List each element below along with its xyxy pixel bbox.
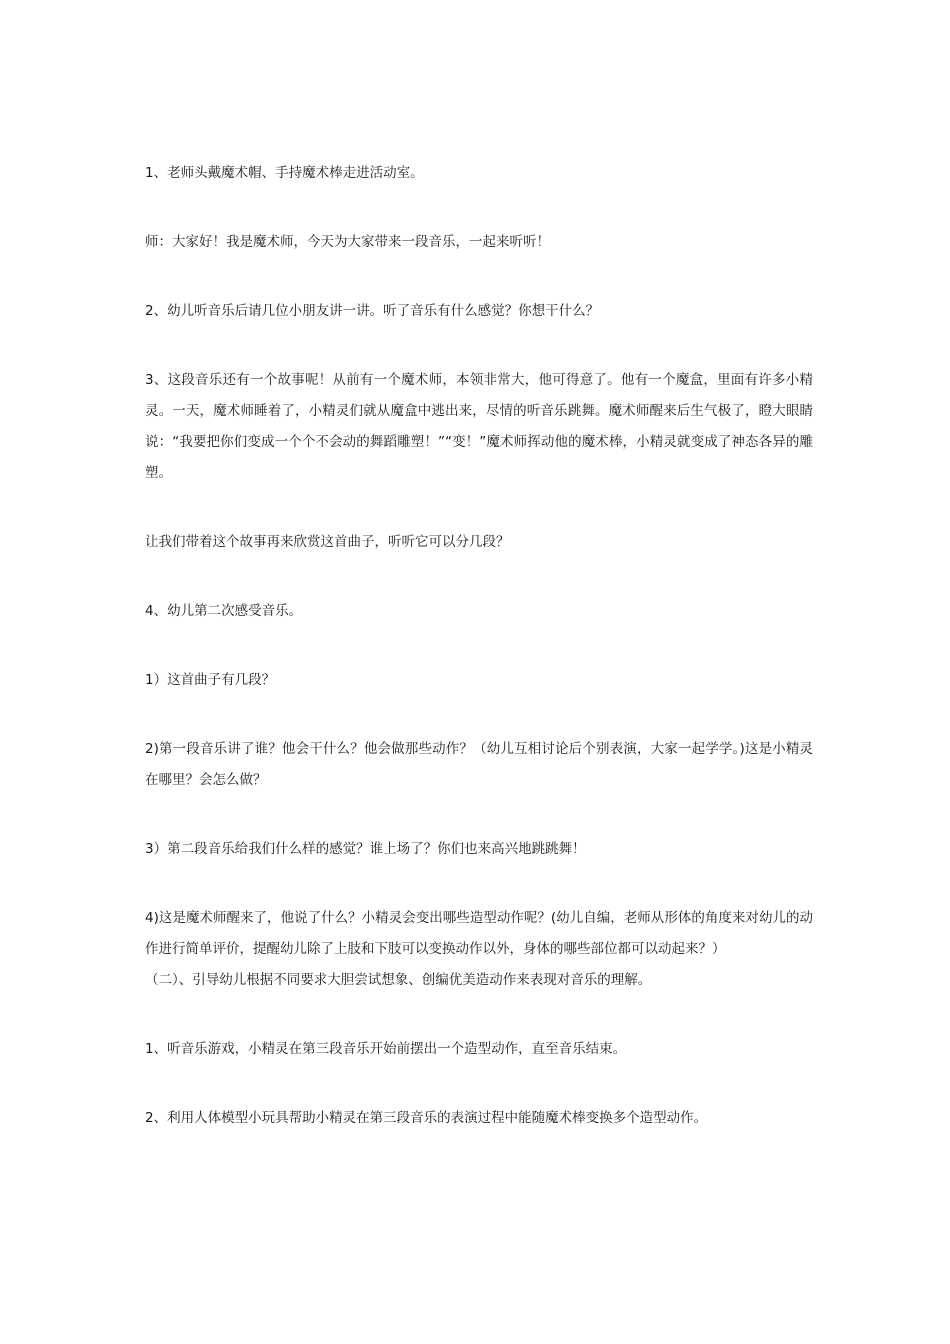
paragraph-teacher-greeting: 师：大家好！我是魔术师，今天为大家带来一段音乐，一起来听听！ [145, 234, 550, 250]
document-body [145, 158, 813, 1134]
paragraph-question-3: 3）第二段音乐给我们什么样的感觉？谁上场了？你们也来高兴地跳跳舞！ [145, 841, 586, 857]
paragraph-step-1: 1、老师头戴魔术帽、手持魔术棒走进活动室。 [145, 165, 424, 181]
paragraph-listen-again: 让我们带着这个故事再来欣赏这首曲子，听听它可以分几段？ [145, 534, 510, 550]
paragraph-step-3-story: 3、这段音乐还有一个故事呢！从前有一个魔术师，本领非常大，他可得意了。他有一个魔盒，里面有许多小精灵。一天，魔术师睡着了，小精灵们就从魔盒中逃出来，尽情的听音乐跳舞。魔术师醒来后生气极了，瞪大眼睛说：“我要把你们变成一个个不会动的舞蹈雕塑！”“变！”魔术师挥动他的魔术棒，小精灵就变成了神态各异的雕塑。 [145, 372, 813, 481]
paragraph-step-2: 2、幼儿听音乐后请几位小朋友讲一讲。听了音乐有什么感觉？你想干什么？ [145, 303, 600, 319]
paragraph-step-4: 4、幼儿第二次感受音乐。 [145, 603, 303, 619]
paragraph-question-4: 4)这是魔术师醒来了，他说了什么？小精灵会变出哪些造型动作呢？(幼儿自编，老师从形体的角度来对幼儿的动作进行简单评价，提醒幼儿除了上肢和下肢可以变换动作以外，身体的哪些部位都可以动起来？） [145, 910, 813, 957]
paragraph-game-1: 1、听音乐游戏，小精灵在第三段音乐开始前摆出一个造型动作，直至音乐结束。 [145, 1041, 627, 1057]
paragraph-game-2: 2、利用人体模型小玩具帮助小精灵在第三段音乐的表演过程中能随魔术棒变换多个造型动作。 [145, 1110, 708, 1126]
paragraph-question-2: 2)第一段音乐讲了谁？他会干什么？他会做那些动作？（幼儿互相讨论后个别表演，大家一起学学。)这是小精灵在哪里？会怎么做？ [145, 741, 813, 788]
paragraph-question-1: 1）这首曲子有几段？ [145, 672, 276, 688]
paragraph-section-2-heading: （二）、引导幼儿根据不同要求大胆尝试想象、创编优美造动作来表现对音乐的理解。 [145, 972, 652, 988]
